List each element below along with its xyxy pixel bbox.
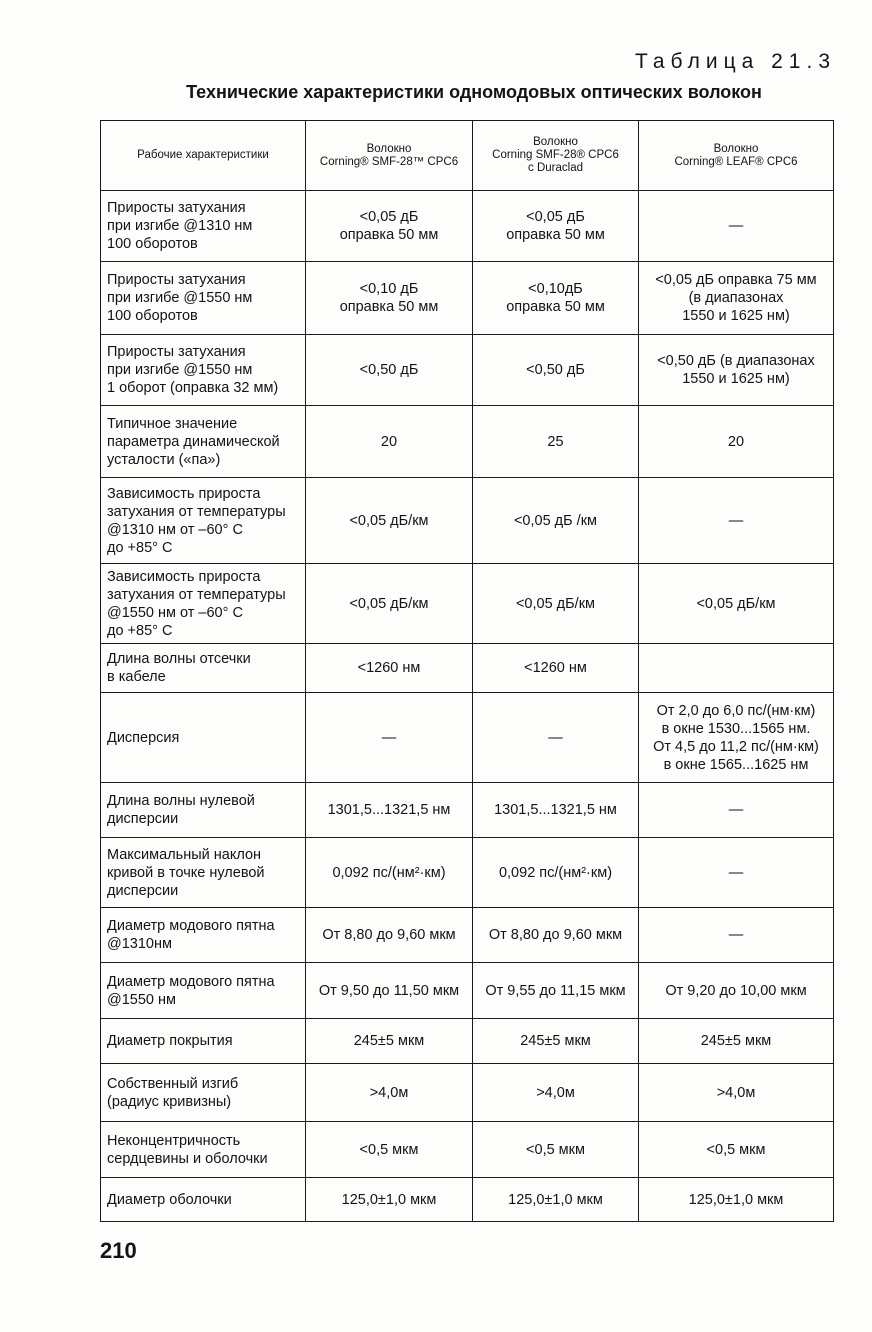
value-cell: От 2,0 до 6,0 пс/(нм·км) в окне 1530...1565 нм. От 4,5 до 11,2 пс/(нм·км) в окне 1565...1625 нм — [639, 693, 834, 783]
value-cell: 245±5 мкм — [306, 1019, 473, 1064]
table-row — [101, 191, 834, 262]
value-cell: — — [639, 783, 834, 838]
value-cell: <0,05 дБ/км — [639, 564, 834, 644]
table-row — [101, 838, 834, 908]
table-row — [101, 406, 834, 478]
column-header-smf28-duraclad: Волокно Corning SMF-28® CPC6 с Duraclad — [473, 121, 639, 191]
value-cell: <0,05 дБ оправка 50 мм — [473, 191, 639, 262]
value-cell: 125,0±1,0 мкм — [473, 1178, 639, 1222]
row-label-cell: Приросты затухания при изгибе @1310 нм 100 оборотов — [101, 191, 306, 262]
row-label-cell: Дисперсия — [101, 693, 306, 783]
table-row — [101, 1064, 834, 1122]
row-label-cell: Диаметр модового пятна @1550 нм — [101, 963, 306, 1019]
value-cell: <0,10 дБ оправка 50 мм — [306, 262, 473, 335]
value-cell: <1260 нм — [473, 644, 639, 693]
value-cell: 125,0±1,0 мкм — [639, 1178, 834, 1222]
value-cell: От 9,20 до 10,00 мкм — [639, 963, 834, 1019]
value-cell: 25 — [473, 406, 639, 478]
table-row — [101, 783, 834, 838]
value-cell: <0,50 дБ — [306, 335, 473, 406]
value-cell: <0,5 мкм — [306, 1122, 473, 1178]
row-label-cell: Типичное значение параметра динамической усталости («па») — [101, 406, 306, 478]
value-cell: 1301,5...1321,5 нм — [306, 783, 473, 838]
table-row — [101, 478, 834, 564]
table-row — [101, 564, 834, 644]
table-title: Технические характеристики одномодовых оптических волокон — [186, 82, 762, 102]
value-cell: — — [306, 693, 473, 783]
table-row — [101, 335, 834, 406]
value-cell: 1301,5...1321,5 нм — [473, 783, 639, 838]
row-label-cell: Длина волны отсечки в кабеле — [101, 644, 306, 693]
value-cell: 125,0±1,0 мкм — [306, 1178, 473, 1222]
value-cell: 0,092 пс/(нм²·км) — [306, 838, 473, 908]
value-cell: >4,0м — [306, 1064, 473, 1122]
value-cell: <0,05 дБ оправка 50 мм — [306, 191, 473, 262]
value-cell: 245±5 мкм — [473, 1019, 639, 1064]
table-label: Таблица 21.3 — [634, 50, 836, 73]
row-label-cell: Неконцентричность сердцевины и оболочки — [101, 1122, 306, 1178]
table-header-row — [101, 121, 834, 191]
column-header-characteristics: Рабочие характеристики — [101, 121, 306, 191]
value-cell: — — [639, 191, 834, 262]
value-cell: <0,05 дБ/км — [306, 478, 473, 564]
value-cell: От 8,80 до 9,60 мкм — [306, 908, 473, 963]
table-row — [101, 644, 834, 693]
row-label-cell: Максимальный наклон кривой в точке нулевой дисперсии — [101, 838, 306, 908]
value-cell: <0,50 дБ (в диапазонах 1550 и 1625 нм) — [639, 335, 834, 406]
value-cell: — — [639, 478, 834, 564]
value-cell: >4,0м — [639, 1064, 834, 1122]
value-cell: <0,05 дБ/км — [473, 564, 639, 644]
table-row — [101, 1178, 834, 1222]
column-header-leaf: Волокно Corning® LEAF® CPC6 — [639, 121, 834, 191]
spec-table — [100, 120, 834, 1222]
row-label-cell: Диаметр покрытия — [101, 1019, 306, 1064]
row-label-cell: Диаметр оболочки — [101, 1178, 306, 1222]
table-row — [101, 1122, 834, 1178]
value-cell: <0,10дБ оправка 50 мм — [473, 262, 639, 335]
value-cell — [639, 644, 834, 693]
value-cell: <0,05 дБ/км — [306, 564, 473, 644]
value-cell: <0,50 дБ — [473, 335, 639, 406]
row-label-cell: Зависимость прироста затухания от температуры @1310 нм от –60° С до +85° С — [101, 478, 306, 564]
row-label-cell: Диаметр модового пятна @1310нм — [101, 908, 306, 963]
value-cell: <0,5 мкм — [473, 1122, 639, 1178]
row-label-cell: Длина волны нулевой дисперсии — [101, 783, 306, 838]
value-cell: <1260 нм — [306, 644, 473, 693]
value-cell: <0,05 дБ /км — [473, 478, 639, 564]
value-cell: От 9,50 до 11,50 мкм — [306, 963, 473, 1019]
value-cell: От 8,80 до 9,60 мкм — [473, 908, 639, 963]
row-label-cell: Приросты затухания при изгибе @1550 нм 100 оборотов — [101, 262, 306, 335]
value-cell: >4,0м — [473, 1064, 639, 1122]
table-row — [101, 262, 834, 335]
value-cell: — — [639, 908, 834, 963]
table-row — [101, 1019, 834, 1064]
value-cell: — — [473, 693, 639, 783]
value-cell: 245±5 мкм — [639, 1019, 834, 1064]
table-row — [101, 908, 834, 963]
row-label-cell: Приросты затухания при изгибе @1550 нм 1 оборот (оправка 32 мм) — [101, 335, 306, 406]
value-cell: От 9,55 до 11,15 мкм — [473, 963, 639, 1019]
value-cell: <0,05 дБ оправка 75 мм (в диапазонах 1550 и 1625 нм) — [639, 262, 834, 335]
table-row — [101, 693, 834, 783]
value-cell: 0,092 пс/(нм²·км) — [473, 838, 639, 908]
row-label-cell: Зависимость прироста затухания от температуры @1550 нм от –60° С до +85° С — [101, 564, 306, 644]
page-number: 210 — [100, 1238, 137, 1263]
value-cell: 20 — [306, 406, 473, 478]
row-label-cell: Собственный изгиб (радиус кривизны) — [101, 1064, 306, 1122]
value-cell: 20 — [639, 406, 834, 478]
value-cell: <0,5 мкм — [639, 1122, 834, 1178]
value-cell: — — [639, 838, 834, 908]
column-header-smf28: Волокно Corning® SMF-28™ CPC6 — [306, 121, 473, 191]
table-row — [101, 963, 834, 1019]
